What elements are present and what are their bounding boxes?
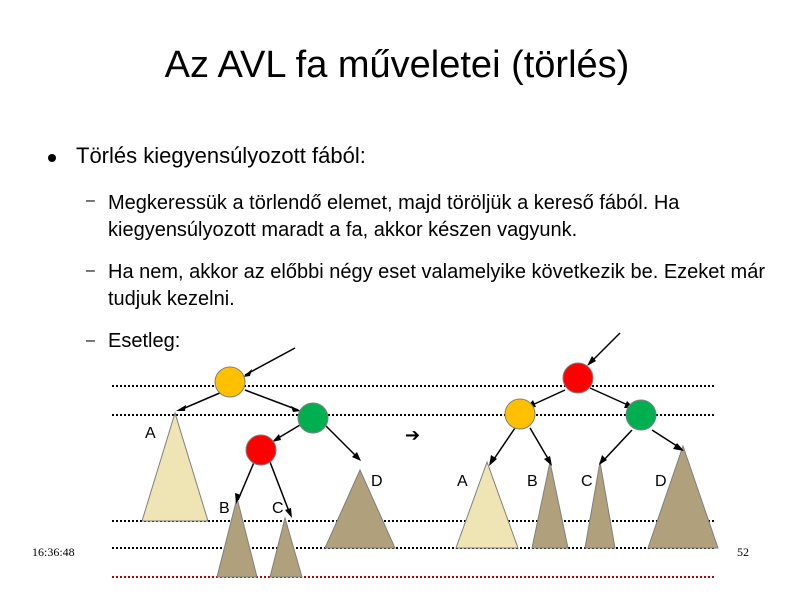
sub-dash-1: – bbox=[86, 192, 95, 209]
subtree-d-left bbox=[325, 470, 395, 548]
arrowhead bbox=[599, 455, 607, 465]
edge bbox=[238, 460, 255, 500]
left-label-a: A bbox=[145, 425, 156, 442]
edge bbox=[492, 428, 515, 462]
page-number: 52 bbox=[737, 545, 749, 559]
edge bbox=[180, 392, 222, 410]
arrowhead bbox=[285, 508, 292, 518]
left-label-d: D bbox=[371, 473, 383, 490]
footer-time: 16:36:48 bbox=[32, 545, 75, 559]
main-bullet: Törlés kiegyensúlyozott fából: bbox=[76, 143, 366, 168]
node-red bbox=[246, 435, 276, 465]
node-yellow bbox=[215, 367, 245, 397]
edge bbox=[590, 388, 630, 406]
sub-item-3: Esetleg: bbox=[108, 330, 181, 352]
edge bbox=[245, 390, 298, 410]
transform-arrow-icon: ➔ bbox=[405, 425, 421, 446]
right-label-c: C bbox=[581, 473, 593, 490]
incoming-edge bbox=[245, 348, 295, 375]
edge bbox=[530, 390, 565, 406]
incoming-edge bbox=[590, 333, 620, 363]
subtree-d-right bbox=[648, 446, 718, 548]
right-tree-edges bbox=[492, 333, 680, 462]
node-yellow bbox=[505, 399, 535, 429]
right-label-b: B bbox=[527, 473, 538, 490]
arrowhead bbox=[243, 369, 252, 377]
left-label-b: B bbox=[219, 500, 230, 517]
left-label-c: C bbox=[272, 500, 284, 517]
edge bbox=[530, 428, 550, 462]
arrowhead bbox=[544, 456, 552, 466]
sub-item-1: Megkeressük a törlendő elemet, majd töröljük a kereső fából. Ha kiegyensúlyozott maradt a fa, akkor készen vagyunk. bbox=[108, 192, 680, 241]
arrowhead bbox=[176, 405, 186, 411]
right-label-d: D bbox=[655, 473, 667, 490]
left-tree-edges bbox=[180, 348, 358, 514]
sub-dash-3: – bbox=[86, 332, 95, 349]
sub-dash-2: – bbox=[86, 262, 95, 279]
slide-title: Az AVL fa műveletei (törlés) bbox=[164, 44, 630, 86]
node-green bbox=[298, 403, 328, 433]
node-green bbox=[626, 400, 656, 430]
level-lines bbox=[112, 386, 714, 548]
sub-item-2: Ha nem, akkor az előbbi négy eset valamelyike következik be. Ezeket már tudjuk kezelni. bbox=[108, 261, 765, 310]
right-label-a: A bbox=[457, 473, 468, 490]
node-red bbox=[563, 363, 593, 393]
edge bbox=[602, 430, 632, 462]
edge bbox=[325, 425, 358, 458]
